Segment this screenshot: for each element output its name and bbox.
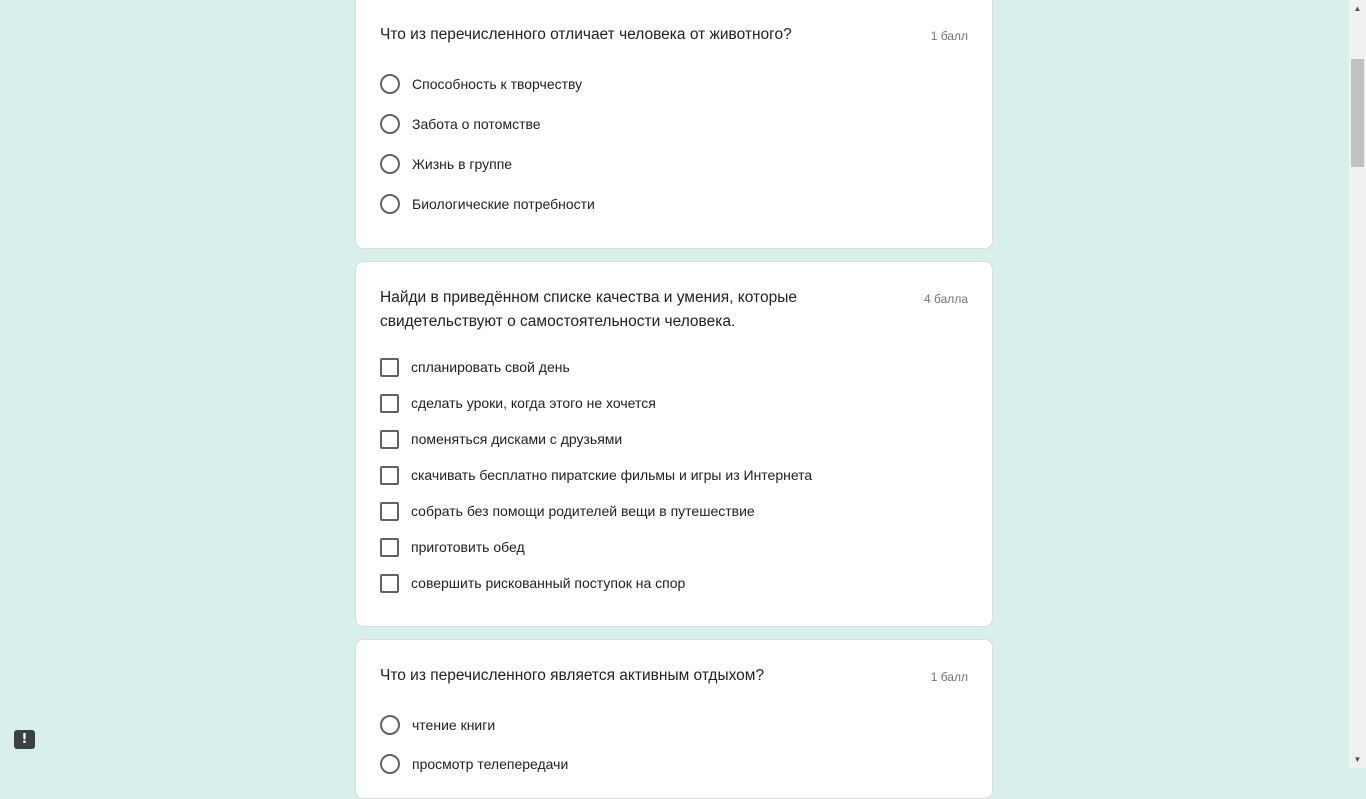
scroll-up-arrow-icon[interactable]: ▲ <box>1353 4 1362 13</box>
question-points: 1 балл <box>930 670 968 684</box>
checkbox-option[interactable] <box>380 571 685 595</box>
checkbox-option[interactable] <box>380 463 812 487</box>
option-label: совершить рискованный поступок на спор <box>411 575 686 591</box>
option-label: Биологические потребности <box>412 196 595 212</box>
checkbox-option[interactable] <box>380 427 622 451</box>
vertical-scrollbar[interactable] <box>1349 0 1366 768</box>
question-points: 1 балл <box>930 29 968 43</box>
option-label: чтение книги <box>412 717 496 733</box>
radio-option[interactable] <box>380 192 595 216</box>
radio-button[interactable] <box>380 715 400 735</box>
radio-option[interactable] <box>380 152 512 176</box>
option-label: Забота о потомстве <box>412 116 541 132</box>
checkbox[interactable] <box>380 358 399 377</box>
radio-button[interactable] <box>380 74 400 94</box>
question-card-2 <box>355 261 993 627</box>
option-label: Жизнь в группе <box>412 156 513 172</box>
scrollbar-thumb[interactable] <box>1351 59 1364 167</box>
checkbox-option[interactable] <box>380 535 525 559</box>
option-label: приготовить обед <box>411 539 525 555</box>
radio-option[interactable] <box>380 713 495 737</box>
scroll-down-arrow-icon[interactable]: ▼ <box>1353 755 1362 764</box>
radio-button[interactable] <box>380 754 400 774</box>
checkbox[interactable] <box>380 574 399 593</box>
checkbox[interactable] <box>380 430 399 449</box>
question-card-1 <box>355 0 993 249</box>
radio-option[interactable] <box>380 72 582 96</box>
option-label: Способность к творчеству <box>412 76 583 92</box>
question-title: Найди в приведённом списке качества и умения, которые свидетельствуют о самостоятельности человека. <box>380 289 797 330</box>
checkbox-option[interactable] <box>380 391 656 415</box>
option-label: скачивать бесплатно пиратские фильмы и игры из Интернета <box>411 467 813 483</box>
feedback-button[interactable] <box>14 730 35 749</box>
option-label: собрать без помощи родителей вещи в путешествие <box>411 503 755 519</box>
question-card-3 <box>355 639 993 799</box>
checkbox[interactable] <box>380 502 399 521</box>
checkbox[interactable] <box>380 538 399 557</box>
question-points: 4 балла <box>924 292 968 306</box>
option-label: спланировать свой день <box>411 359 570 375</box>
question-title: Что из перечисленного отличает человека от животного? <box>380 26 792 43</box>
radio-option[interactable] <box>380 112 541 136</box>
option-label: просмотр телепередачи <box>412 756 569 772</box>
checkbox[interactable] <box>380 394 399 413</box>
option-label: поменяться дисками с друзьями <box>411 431 623 447</box>
checkbox-option[interactable] <box>380 499 755 523</box>
feedback-icon: ! <box>21 732 28 747</box>
option-label: сделать уроки, когда этого не хочется <box>411 395 656 411</box>
radio-button[interactable] <box>380 114 400 134</box>
question-title: Что из перечисленного является активным отдыхом? <box>380 667 765 684</box>
radio-button[interactable] <box>380 194 400 214</box>
radio-button[interactable] <box>380 154 400 174</box>
checkbox[interactable] <box>380 466 399 485</box>
radio-option[interactable] <box>380 752 568 776</box>
checkbox-option[interactable] <box>380 355 570 379</box>
